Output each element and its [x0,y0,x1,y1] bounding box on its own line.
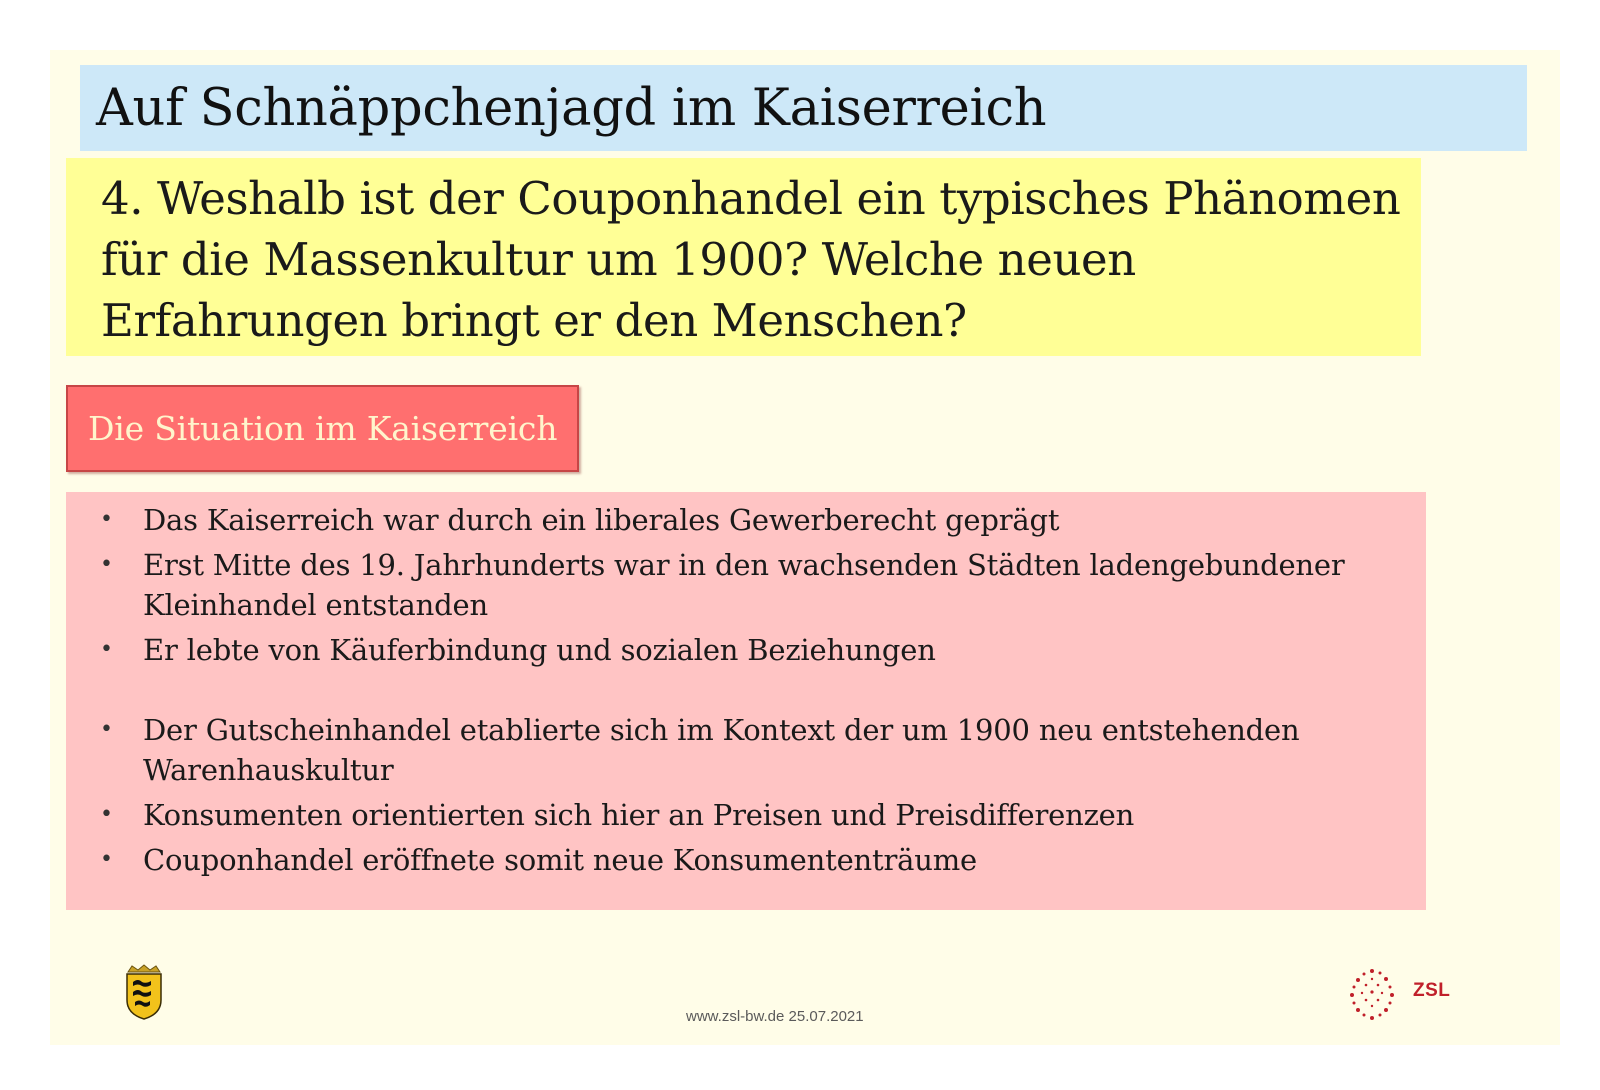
bullet-dot-icon: • [100,847,113,872]
bullet-dot-icon: • [100,507,113,532]
bullet-dot-icon: • [100,637,113,662]
bullet-item [96,500,1396,540]
bullet-dot-icon: • [100,552,113,577]
content-box [66,492,1426,910]
bullet-dot-icon: • [100,802,113,827]
bullet-item [96,545,1396,625]
question-box [66,158,1421,356]
question-line: 4. Weshalb ist der Couponhandel ein typisches Phänomen [101,172,1401,225]
bullet-dot-icon: • [100,717,113,742]
slide [50,50,1560,1045]
bullet-text: Konsumenten orientierten sich hier an Preisen und Preisdifferenzen [143,798,1135,832]
question-line: für die Massenkultur um 1900? Welche neuen [101,233,1136,286]
crest-icon [122,964,166,1020]
bullet-text: Erst Mitte des 19. Jahrhunderts war in den wachsenden Städten ladengebundener Kleinhandel entstanden [143,548,1345,622]
bullet-text: Couponhandel eröffnete somit neue Konsumententräume [143,843,977,877]
bullet-item [96,795,1396,835]
bullet-text: Das Kaiserreich war durch ein liberales Gewerberecht geprägt [143,503,1060,537]
slide-title: Auf Schnäppchenjagd im Kaiserreich [80,65,1527,151]
question-line: Erfahrungen bringt er den Menschen? [101,294,967,347]
section-label: Die Situation im Kaiserreich [66,385,579,472]
zsl-logo-text: ZSL [1413,980,1451,1001]
bullet-item [96,710,1396,790]
bullet-text: Er lebte von Käuferbindung und sozialen Beziehungen [143,633,936,667]
bullet-item [96,840,1396,880]
bullet-text: Der Gutscheinhandel etablierte sich im Kontext der um 1900 neu entstehenden Warenhauskultur [143,713,1300,787]
bullet-list [96,500,1396,880]
bullet-item [96,630,1396,670]
footer-text: www.zsl-bw.de 25.07.2021 [686,1008,864,1025]
